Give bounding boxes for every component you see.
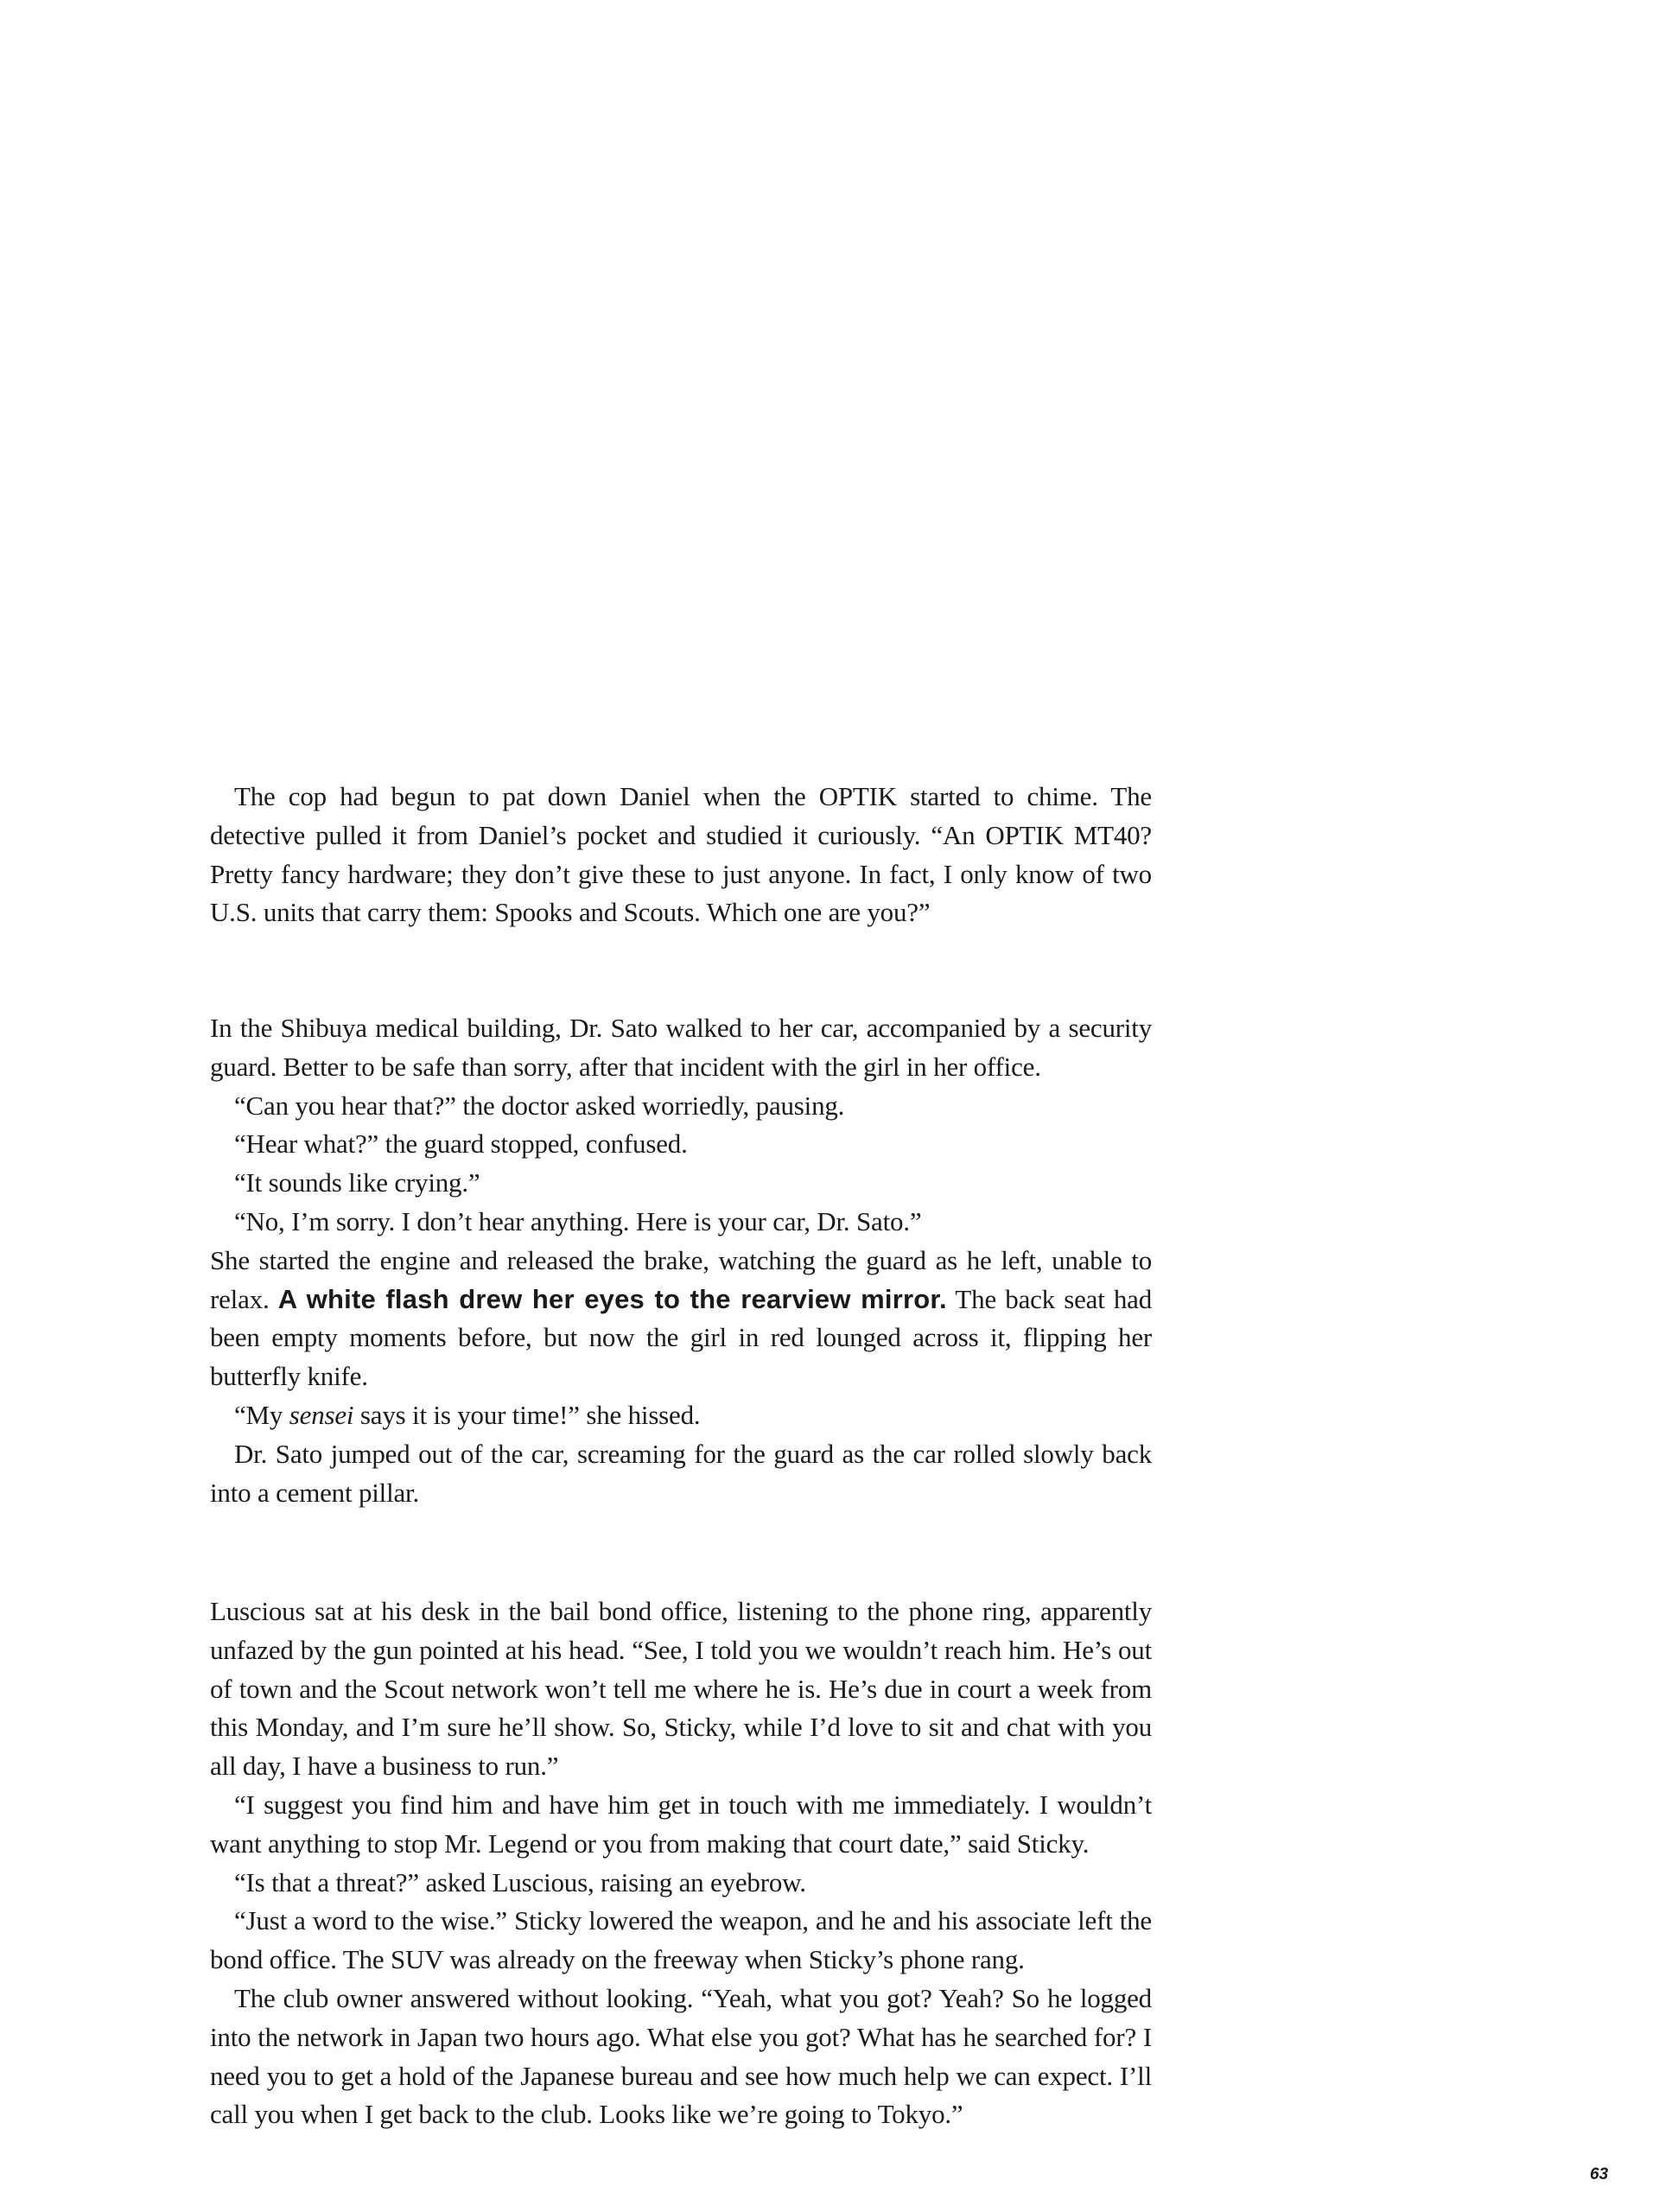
- page-number: 63: [1590, 2165, 1609, 2183]
- paragraph: Luscious sat at his desk in the bail bond office, listening to the phone ring, apparently unfazed by the gun pointed at his head. “See, I told you we wouldn’t reach him. He’s out of town and the Scout network won’t tell me where he is. He’s due in court a week from this Monday, and I’m sure he’ll show. So, Sticky, while I’d love to sit and chat with you all day, I have a business to run.”: [210, 1596, 1152, 1782]
- italic-word: sensei: [289, 1399, 354, 1430]
- section-optik: [210, 778, 1152, 932]
- paragraph: Dr. Sato jumped out of the car, screaming for the guard as the car rolled slowly back into a cement pillar.: [210, 1438, 1152, 1508]
- paragraph: “Can you hear that?” the doctor asked worriedly, pausing.: [234, 1090, 845, 1121]
- paragraph: “I suggest you find him and have him get in touch with me immediately. I wouldn’t want anything to stop Mr. Legend or you from making that court date,” said Sticky.: [210, 1789, 1152, 1859]
- paragraph: [210, 1396, 1152, 1435]
- paragraph-text: The back seat had been empty moments before, but now the girl in red lounged across it, flipping her butterfly knife.: [210, 1283, 1153, 1392]
- paragraph-text: says it is your time!” she hissed.: [353, 1399, 701, 1430]
- paragraph: The club owner answered without looking. “Yeah, what you got? Yeah? So he logged into the network in Japan two hours ago. What else you got? What has he searched for? I need you to get a hold of the Japanese bureau and see how much help we can expect. I’ll call you when I get back to the club. Looks like we’re going to Tokyo.”: [210, 1982, 1152, 2130]
- highlighted-sentence: A white flash drew her eyes to the rearview mirror.: [277, 1283, 947, 1314]
- paragraph: “Hear what?” the guard stopped, confused.: [234, 1128, 688, 1160]
- paragraph: “Is that a threat?” asked Luscious, raising an eyebrow.: [234, 1866, 806, 1897]
- paragraph: “Just a word to the wise.” Sticky lowered the weapon, and he and his associate left the bond office. The SUV was already on the freeway when Sticky’s phone rang.: [210, 1905, 1152, 1975]
- paragraph-text: “My: [234, 1399, 289, 1430]
- paragraph: In the Shibuya medical building, Dr. Sato walked to her car, accompanied by a security guard. Better to be safe than sorry, after that incident with the girl in her office.: [210, 1013, 1152, 1082]
- section-shibuya: [210, 1009, 1152, 1512]
- paragraph-text: She started the engine and released the brake, watching the guard as he left, unable to relax.: [210, 1244, 1152, 1314]
- paragraph: “It sounds like crying.”: [234, 1167, 480, 1198]
- paragraph: “No, I’m sorry. I don’t hear anything. Here is your car, Dr. Sato.”: [234, 1205, 922, 1236]
- paragraph: [210, 1242, 1152, 1396]
- paragraph: The cop had begun to pat down Daniel when the OPTIK started to chime. The detective pulled it from Daniel’s pocket and studied it curiously. “An OPTIK MT40? Pretty fancy hardware; they don’t give these to just anyone. In fact, I only know of two U.S. units that carry them: Spooks and Scouts. Which one are you?”: [210, 781, 1152, 928]
- section-bail-bond: [210, 1592, 1152, 2134]
